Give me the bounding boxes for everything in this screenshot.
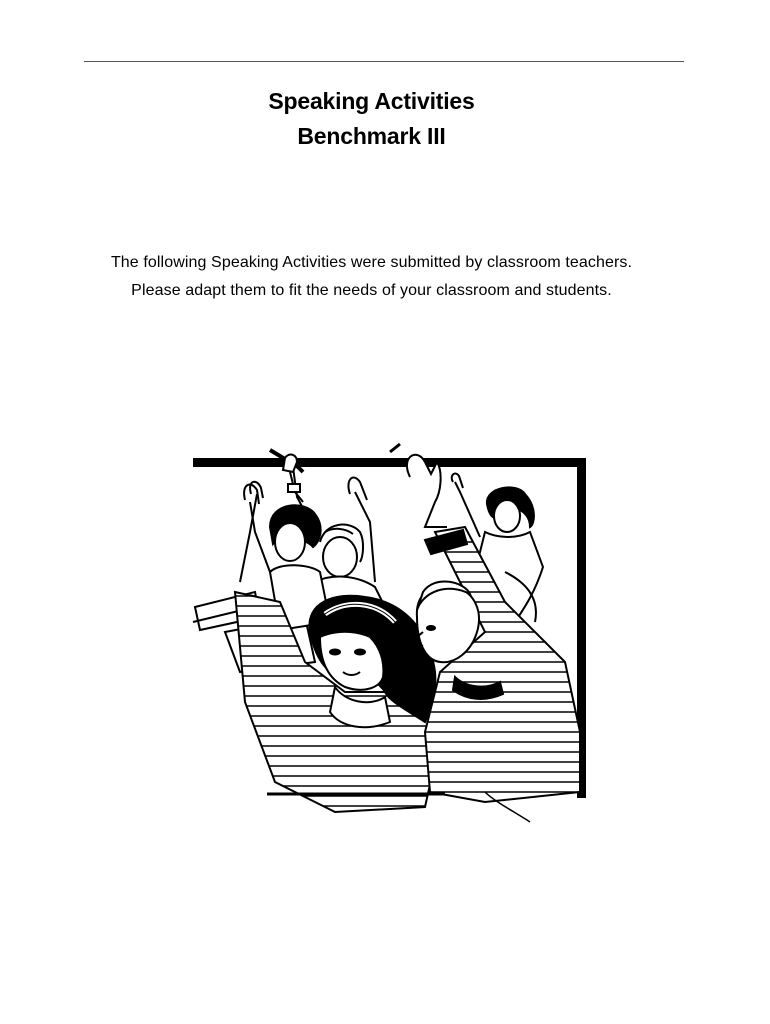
- top-divider: [84, 61, 684, 62]
- classroom-illustration: [185, 432, 595, 827]
- raised-hand-pencil: [270, 450, 303, 502]
- title-line-1: Speaking Activities: [268, 88, 475, 114]
- title-line-2: Benchmark III: [297, 123, 446, 149]
- intro-line-1: The following Speaking Activities were submitted by classroom teachers.: [110, 254, 633, 271]
- intro-paragraph: [0, 249, 743, 305]
- page-title: [0, 84, 743, 154]
- intro-line-2: Please adapt them to fit the needs of your classroom and students.: [131, 282, 612, 299]
